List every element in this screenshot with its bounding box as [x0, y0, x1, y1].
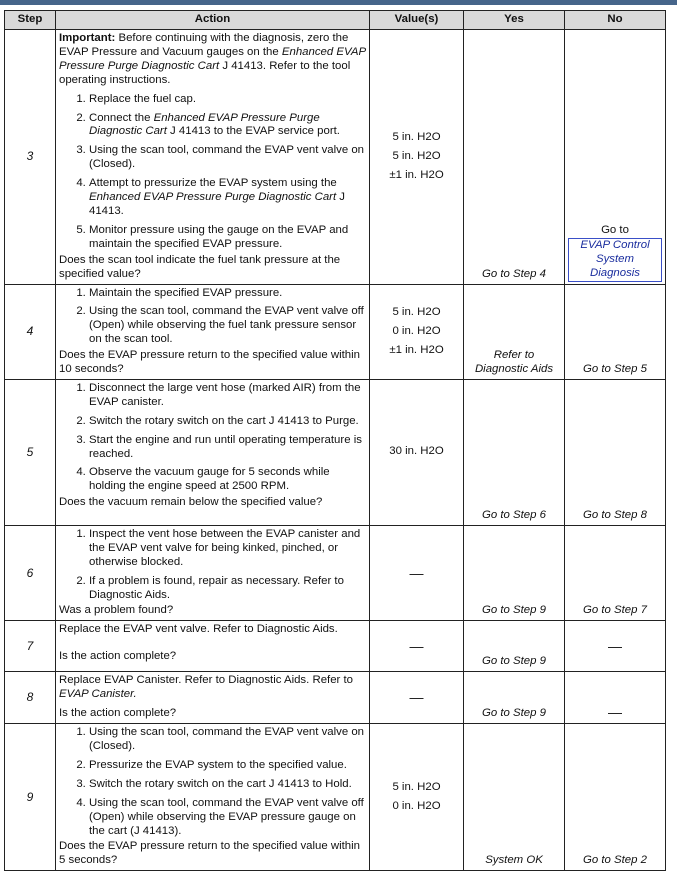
- evap-diagnosis-link[interactable]: EVAP Control System Diagnosis: [568, 238, 662, 282]
- list-item: 3. Switch the rotary switch on the cart J 41413 to Hold.: [89, 778, 366, 792]
- step-number: 6: [5, 525, 56, 620]
- table-row-step-7: [5, 621, 666, 672]
- header-action: Action: [56, 11, 370, 30]
- list-item: 3. Using the scan tool, command the EVAP vent valve on (Closed).: [89, 144, 366, 172]
- value-item: 5 in. H2O: [392, 130, 441, 143]
- step-number: 7: [5, 621, 56, 672]
- table-row-step-8: [5, 672, 666, 724]
- value-item: ±1 in. H2O: [389, 343, 444, 356]
- list-item: 2. Pressurize the EVAP system to the specified value.: [89, 759, 366, 773]
- header-no: No: [565, 11, 666, 30]
- no-cell: —: [565, 672, 666, 724]
- list-item: 4. Attempt to pressurize the EVAP system using the Enhanced EVAP Pressure Purge Diagnostic Cart J 41413.: [89, 177, 366, 219]
- question-text: Is the action complete?: [59, 707, 177, 720]
- values-cell: —: [370, 621, 464, 672]
- action-steps: [59, 287, 366, 348]
- yes-cell: Refer to Diagnostic Aids: [464, 284, 565, 379]
- header-yes: Yes: [464, 11, 565, 30]
- yes-cell: Go to Step 9: [464, 672, 565, 724]
- yes-cell: Go to Step 9: [464, 525, 565, 620]
- step-number: 9: [5, 724, 56, 871]
- values-cell: —: [370, 525, 464, 620]
- no-prefix: Go to: [601, 223, 629, 236]
- yes-cell: Go to Step 6: [464, 379, 565, 525]
- question-text: Does the EVAP pressure return to the specified value within 5 seconds?: [59, 840, 360, 867]
- question-text: Is the action complete?: [59, 650, 177, 663]
- list-item: 4. Using the scan tool, command the EVAP vent valve off (Open) while observing the EVAP pressure gauge on the cart (J 41413).: [89, 797, 366, 839]
- value-item: 0 in. H2O: [392, 799, 441, 812]
- value-item: 5 in. H2O: [392, 780, 441, 793]
- step-number: 3: [5, 30, 56, 285]
- table-header-row: [5, 11, 666, 30]
- yes-cell: Go to Step 9: [464, 621, 565, 672]
- action-cell: [56, 724, 370, 871]
- list-item: 2. Connect the Enhanced EVAP Pressure Purge Diagnostic Cart J 41413 to the EVAP service port.: [89, 112, 366, 140]
- value-item: 5 in. H2O: [392, 305, 441, 318]
- value-item: 5 in. H2O: [392, 149, 441, 162]
- table-row-step-3: [5, 30, 666, 285]
- no-cell: Go to Step 8: [565, 379, 666, 525]
- action-cell: [56, 525, 370, 620]
- list-item: 2. Switch the rotary switch on the cart J 41413 to Purge.: [89, 415, 366, 429]
- important-note: Important: Before continuing with the diagnosis, zero the EVAP Pressure and Vacuum gauges on the Enhanced EVAP Pressure Purge Diagnostic Cart J 41413. Refer to the tool operating instructions.: [59, 32, 366, 86]
- table-row-step-9: [5, 724, 666, 871]
- list-item: 1. Disconnect the large vent hose (marked AIR) from the EVAP canister.: [89, 382, 366, 410]
- yes-cell: System OK: [464, 724, 565, 871]
- action-text: Replace the EVAP vent valve. Refer to Diagnostic Aids.: [59, 623, 338, 636]
- values-cell: [370, 30, 464, 285]
- no-cell: [565, 30, 666, 285]
- list-item: 3. Start the engine and run until operating temperature is reached.: [89, 434, 366, 462]
- list-item: 1. Replace the fuel cap.: [89, 93, 366, 107]
- action-steps: [59, 382, 366, 494]
- values-cell: [370, 284, 464, 379]
- table-row-step-5: [5, 379, 666, 525]
- question-text: Does the EVAP pressure return to the specified value within 10 seconds?: [59, 349, 360, 376]
- list-item: 1. Using the scan tool, command the EVAP vent valve on (Closed).: [89, 726, 366, 754]
- values-cell: [370, 379, 464, 525]
- value-item: 30 in. H2O: [389, 445, 444, 458]
- action-steps: [59, 93, 366, 252]
- step-number: 5: [5, 379, 56, 525]
- action-steps: [59, 726, 366, 838]
- question-text: Does the scan tool indicate the fuel tank pressure at the specified value?: [59, 253, 341, 280]
- list-item: 1. Inspect the vent hose between the EVAP canister and the EVAP vent valve for being kinked, pinched, or otherwise blocked.: [89, 528, 366, 570]
- question-text: Does the vacuum remain below the specified value?: [59, 496, 323, 509]
- action-cell: [56, 30, 370, 285]
- important-label: Important:: [59, 32, 116, 44]
- question-text: Was a problem found?: [59, 604, 174, 617]
- list-item: 4. Observe the vacuum gauge for 5 seconds while holding the engine speed at 2500 RPM.: [89, 466, 366, 494]
- no-cell: Go to Step 2: [565, 724, 666, 871]
- values-cell: [370, 724, 464, 871]
- no-cell: —: [565, 621, 666, 672]
- action-cell: [56, 621, 370, 672]
- action-cell: [56, 284, 370, 379]
- action-cell: [56, 379, 370, 525]
- action-cell: [56, 672, 370, 724]
- list-item: 5. Monitor pressure using the gauge on the EVAP and maintain the specified EVAP pressure.: [89, 224, 366, 252]
- step-number: 4: [5, 284, 56, 379]
- window-top-bar: [0, 0, 677, 5]
- step-number: 8: [5, 672, 56, 724]
- action-text: Replace EVAP Canister. Refer to Diagnostic Aids. Refer to EVAP Canister.: [59, 674, 353, 701]
- header-step: Step: [5, 11, 56, 30]
- no-cell: Go to Step 5: [565, 284, 666, 379]
- values-cell: —: [370, 672, 464, 724]
- table-row-step-6: [5, 525, 666, 620]
- header-values: Value(s): [370, 11, 464, 30]
- list-item: 1. Maintain the specified EVAP pressure.: [89, 287, 366, 301]
- no-cell: Go to Step 7: [565, 525, 666, 620]
- action-steps: [59, 528, 366, 603]
- list-item: 2. Using the scan tool, command the EVAP vent valve off (Open) while observing the fuel tank pressure sensor on the scan tool.: [89, 305, 366, 347]
- value-item: 0 in. H2O: [392, 324, 441, 337]
- value-item: ±1 in. H2O: [389, 168, 444, 181]
- diagnostic-table: [4, 10, 666, 871]
- list-item: 2. If a problem is found, repair as necessary. Refer to Diagnostic Aids.: [89, 575, 366, 603]
- table-row-step-4: [5, 284, 666, 379]
- yes-cell: Go to Step 4: [464, 30, 565, 285]
